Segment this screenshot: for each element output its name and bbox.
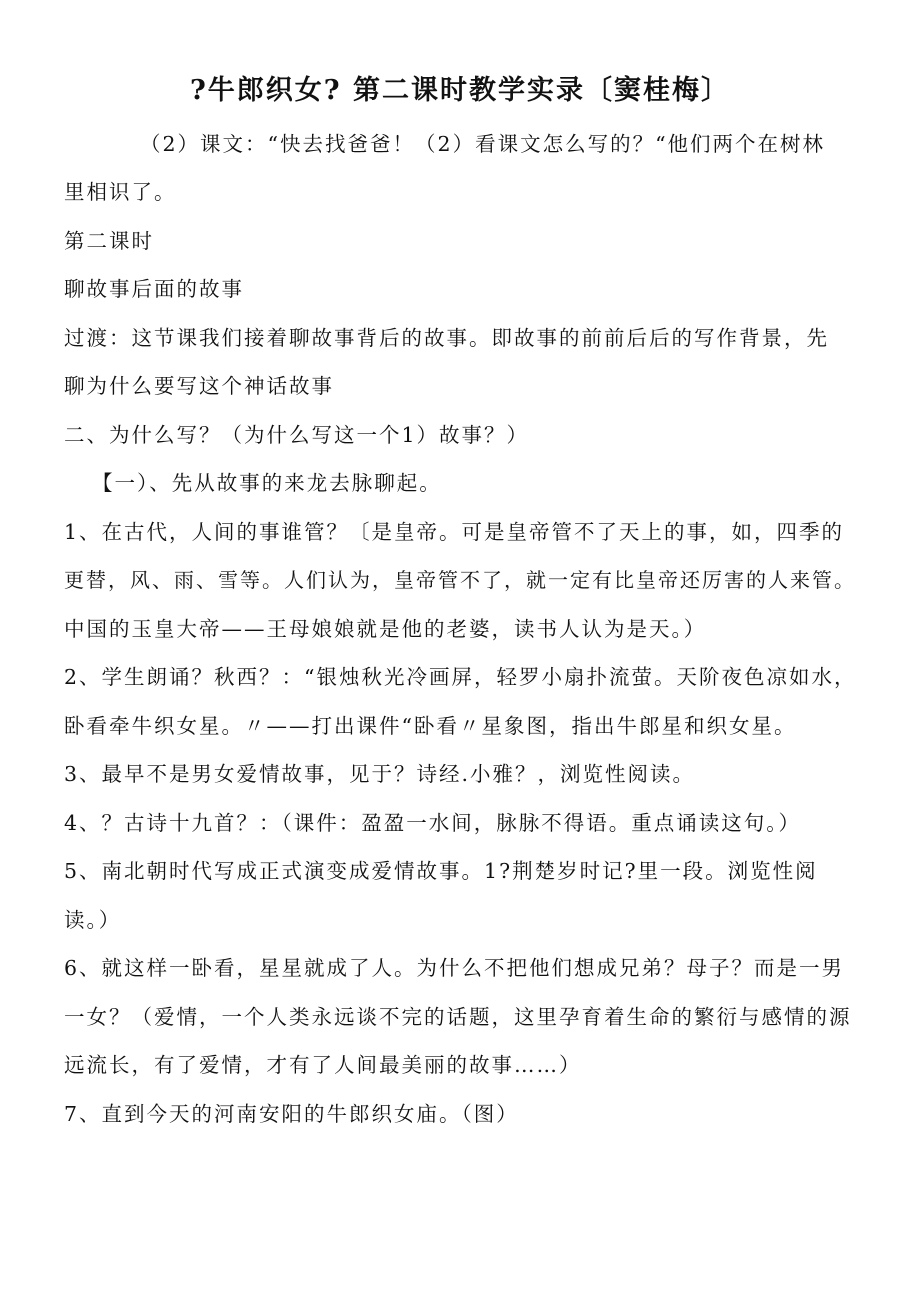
section-heading: 二、为什么写？（为什么写这一个1）故事？） bbox=[64, 423, 530, 447]
list-item: 5、南北朝时代写成正式演变成爱情故事。1?荆楚岁时记?里一段。浏览性阅 bbox=[64, 859, 818, 883]
list-item-continuation: 更替，风、雨、雪等。人们认为，皇帝管不了，就一定有比皇帝还厉害的人来管。 bbox=[64, 568, 856, 592]
list-item-continuation: 远流长，有了爱情，才有了人间最美丽的故事……） bbox=[64, 1053, 582, 1077]
document-title: ?牛郎织女? 第二课时教学实录〔窦桂梅〕 bbox=[189, 75, 731, 106]
section-heading: 第二课时 bbox=[64, 229, 154, 253]
paragraph-line: 聊为什么要写这个神话故事 bbox=[64, 374, 334, 398]
list-item: 2、学生朗诵？秋西？：“银烛秋光冷画屏，轻罗小扇扑流萤。天阶夜色凉如水， bbox=[64, 665, 857, 689]
paragraph-line: 过渡：这节课我们接着聊故事背后的故事。即故事的前前后后的写作背景，先 bbox=[64, 326, 829, 350]
list-item-continuation: 卧看牵牛织女星。〃——打出课件“卧看〃星象图，指出牛郎星和织女星。 bbox=[64, 714, 797, 738]
list-item: 6、就这样一卧看，星星就成了人。为什么不把他们想成兄弟？母子？而是一男 bbox=[64, 956, 845, 980]
list-item-continuation: 中国的玉皇大帝——王母娘娘就是他的老婆，读书人认为是天。） bbox=[64, 617, 707, 641]
paragraph-line: 里相识了。 bbox=[64, 180, 177, 204]
paragraph-line: （2）课文：“快去找爸爸！（2）看课文怎么写的？“他们两个在树林 bbox=[140, 132, 826, 156]
list-item: 4、？古诗十九首？：（课件：盈盈一水间，脉脉不得语。重点诵读这句。） bbox=[64, 811, 802, 835]
subsection-heading: 【一）、先从故事的来龙去脉聊起。 bbox=[92, 471, 442, 495]
list-item-continuation: 读。） bbox=[64, 908, 122, 932]
section-heading: 聊故事后面的故事 bbox=[64, 277, 244, 301]
list-item: 1、在古代，人间的事谁管？〔是皇帝。可是皇帝管不了天上的事，如，四季的 bbox=[64, 520, 845, 544]
list-item: 3、最早不是男女爱情故事，见于？诗经.小雅？，浏览性阅读。 bbox=[64, 762, 696, 786]
list-item-continuation: 一女？（爱情，一个人类永远谈不完的话题，这里孕育着生命的繁衍与感情的源 bbox=[64, 1005, 852, 1029]
list-item: 7、直到今天的河南安阳的牛郎织女庙。（图） bbox=[64, 1102, 519, 1126]
